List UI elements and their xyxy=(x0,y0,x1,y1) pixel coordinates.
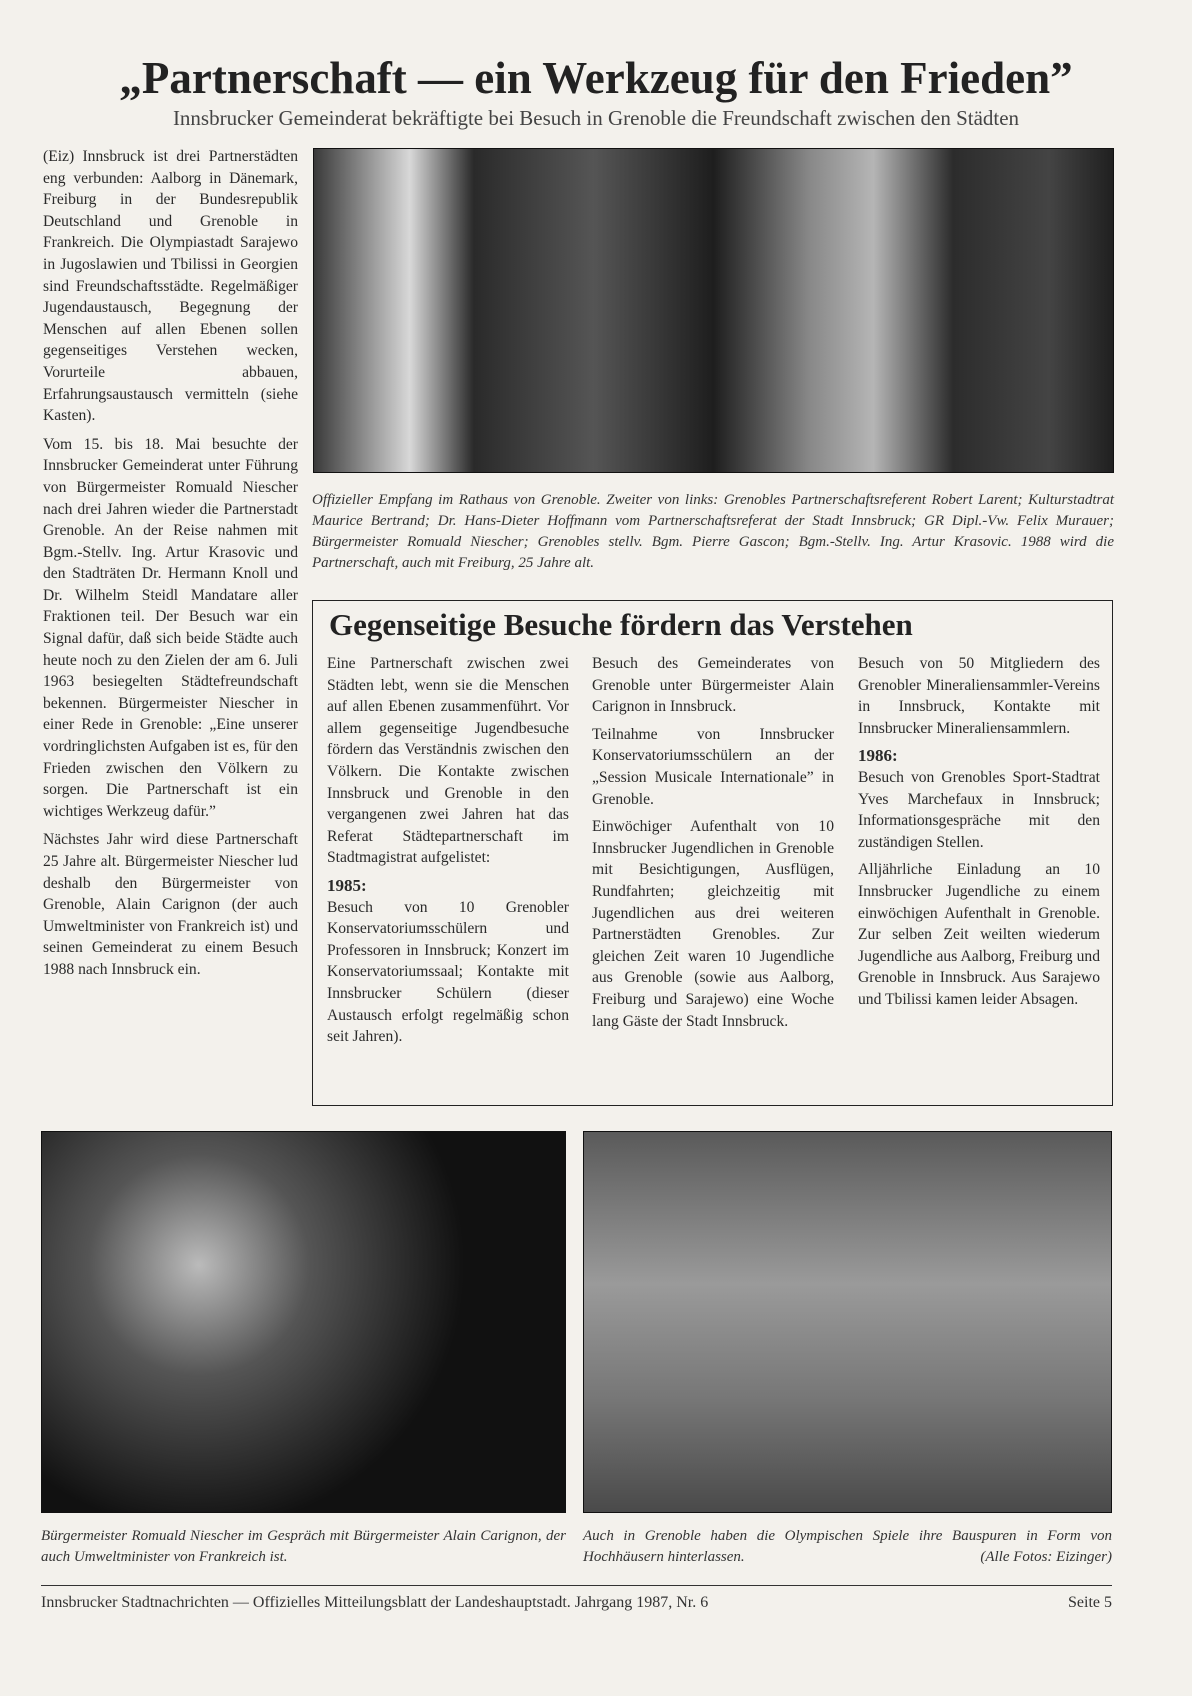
mayors-photo-caption: Bürgermeister Romuald Niescher im Gespräch mit Bürgermeister Alain Carignon, der auch Umweltminister von Frankreich ist. xyxy=(41,1528,566,1565)
article-body xyxy=(43,146,298,988)
page-number: Seite 5 xyxy=(1068,1594,1112,1611)
box-paragraph: Besuch von Grenobles Sport-Stadtrat Yves Marchefaux in Innsbruck; Informationsgespräche mit den zuständigen Stellen. xyxy=(858,768,1100,851)
box-paragraph: Eine Partnerschaft zwischen zwei Städten lebt, wenn sie die Menschen auf allen Ebenen zusammenführt. Vor allem gegenseitige Jugendbesuche fördern das Verständnis zwischen den Völkern. Die Kontakte zwischen Innsbruck und Grenoble in den vergangenen zwei Jahren hat das Referat Städtepartnerschaft im Stadtmagistrat aufgelistet: xyxy=(327,655,569,867)
subheadline: Innsbrucker Gemeinderat bekräftigte bei Besuch in Grenoble die Freundschaft zwischen den Städten xyxy=(172,106,1020,130)
box-paragraph: Einwöchiger Aufenthalt von 10 Innsbrucker Jugendlichen in Grenoble mit Besichtigungen, Ausflügen, Rundfahrten; gleichzeitig mit Jugendlichen aus drei weiteren Partnerstädten Grenobles. Zur gleichen Zeit waren 10 Jugendliche aus Grenoble (sowie aus Aalborg, Freiburg und Sarajewo) eine Woche lang Gäste der Stadt Innsbruck. xyxy=(592,818,834,1030)
info-box xyxy=(312,600,1113,1106)
mayors-photo xyxy=(41,1131,566,1513)
info-box-column-3 xyxy=(858,653,1100,1017)
footer-divider xyxy=(41,1585,1112,1586)
headline: „Partnerschaft — ein Werkzeug für den Frieden” xyxy=(119,53,1073,103)
info-box-title: Gegenseitige Besuche fördern das Verstehen xyxy=(329,607,913,642)
info-box-column-1 xyxy=(327,653,569,1054)
reception-photo xyxy=(313,148,1114,473)
reception-photo-caption: Offizieller Empfang im Rathaus von Grenoble. Zweiter von links: Grenobles Partnerschaftsreferent Robert Larent; Kulturstadtrat Maurice Bertrand; Dr. Hans-Dieter Hoffmann vom Partnerschaftsreferat der Stadt Innsbruck; GR Dipl.-Vw. Felix Murauer; Bürgermeister Romuald Niescher; Grenobles stellv. Bgm. Pierre Gascon; Bgm.-Stellv. Ing. Artur Krasovic. 1988 wird die Partnerschaft, auch mit Freiburg, 25 Jahre alt. xyxy=(312,492,1114,571)
box-paragraph: Alljährliche Einladung an 10 Innsbrucker Jugendliche zu einem einwöchigen Aufenthalt in Grenoble. Zur selben Zeit weilten wiederum Jugendliche aus Aalborg, Freiburg und Grenoble in Innsbruck. Aus Sarajewo und Tbilissi kamen leider Absagen. xyxy=(858,861,1100,1008)
article-paragraph: Vom 15. bis 18. Mai besuchte der Innsbrucker Gemeinderat unter Führung von Bürgermeister Romuald Niescher nach drei Jahren wieder die Partnerstadt Grenoble. An der Reise nahmen mit Bgm.-Stellv. Ing. Artur Krasovic und den Stadträten Dr. Hermann Knoll und Dr. Wilhelm Steidl Mandatare aller Fraktionen teil. Der Besuch war ein Signal dafür, daß sich beide Städte auch heute noch zu den Zielen der am 6. Juli 1963 besiegelten Städtefreundschaft bekennen. Bürgermeister Niescher in einer Rede in Grenoble: „Eine unserer vordringlichsten Aufgaben ist es, für den Frieden zwischen den Völkern zu sorgen. Die Partnerschaft ist ein wichtiges Werkzeug dafür.” xyxy=(43,435,298,820)
box-paragraph: Besuch von 50 Mitgliedern des Grenobler Mineraliensammler-Vereins in Innsbruck, Kontakte mit Innsbrucker Mineraliensammlern. xyxy=(858,655,1100,737)
photo-credit: (Alle Fotos: Eizinger) xyxy=(980,1549,1112,1565)
footer xyxy=(41,1594,1112,1612)
grenoble-highrise-photo xyxy=(583,1131,1112,1513)
grenoble-photo-caption xyxy=(583,1526,1112,1568)
caption-text: Auch in Grenoble haben die Olympischen Spiele ihre Bauspuren in Form von Hochhäusern hinterlassen. xyxy=(583,1528,1112,1565)
info-box-column-2 xyxy=(592,653,834,1038)
box-paragraph: Besuch von 10 Grenobler Konservatoriumsschülern und Professoren in Innsbruck; Konzert im Konservatoriumssaal; Kontakte mit Innsbrucker Schülern (dieser Austausch erfolgt regelmäßig schon seit Jahren). xyxy=(327,898,569,1046)
article-paragraph: Nächstes Jahr wird diese Partnerschaft 25 Jahre alt. Bürgermeister Niescher lud deshalb den Bürgermeister von Grenoble, Alain Carignon (der auch Umweltminister von Frankreich ist) und seinen Gemeinderat zu einem Besuch 1988 nach Innsbruck ein. xyxy=(43,831,298,978)
box-paragraph: Teilnahme von Innsbrucker Konservatoriumsschülern an der „Session Musicale Internationale” in Grenoble. xyxy=(592,725,834,808)
article-paragraph: (Eiz) Innsbruck ist drei Partnerstädten eng verbunden: Aalborg in Dänemark, Freiburg in der Bundesrepublik Deutschland und Grenoble in Frankreich. Die Olympiastadt Sarajewo in Jugoslawien und Tbilissi in Georgien sind Freundschaftsstädte. Regelmäßiger Jugendaustausch, Begegnung der Menschen auf allen Ebenen sollen gegenseitiges Verstehen wecken, Vorurteile abbauen, Erfahrungsaustausch vermitteln (siehe Kasten). xyxy=(43,148,298,425)
year-heading: 1986: xyxy=(858,746,898,766)
year-heading: 1985: xyxy=(327,875,367,895)
box-paragraph: Besuch des Gemeinderates von Grenoble unter Bürgermeister Alain Carignon in Innsbruck. xyxy=(592,655,834,716)
publication-line: Innsbrucker Stadtnachrichten — Offizielles Mitteilungsblatt der Landeshauptstadt. Jahrgang 1987, Nr. 6 xyxy=(41,1594,709,1611)
